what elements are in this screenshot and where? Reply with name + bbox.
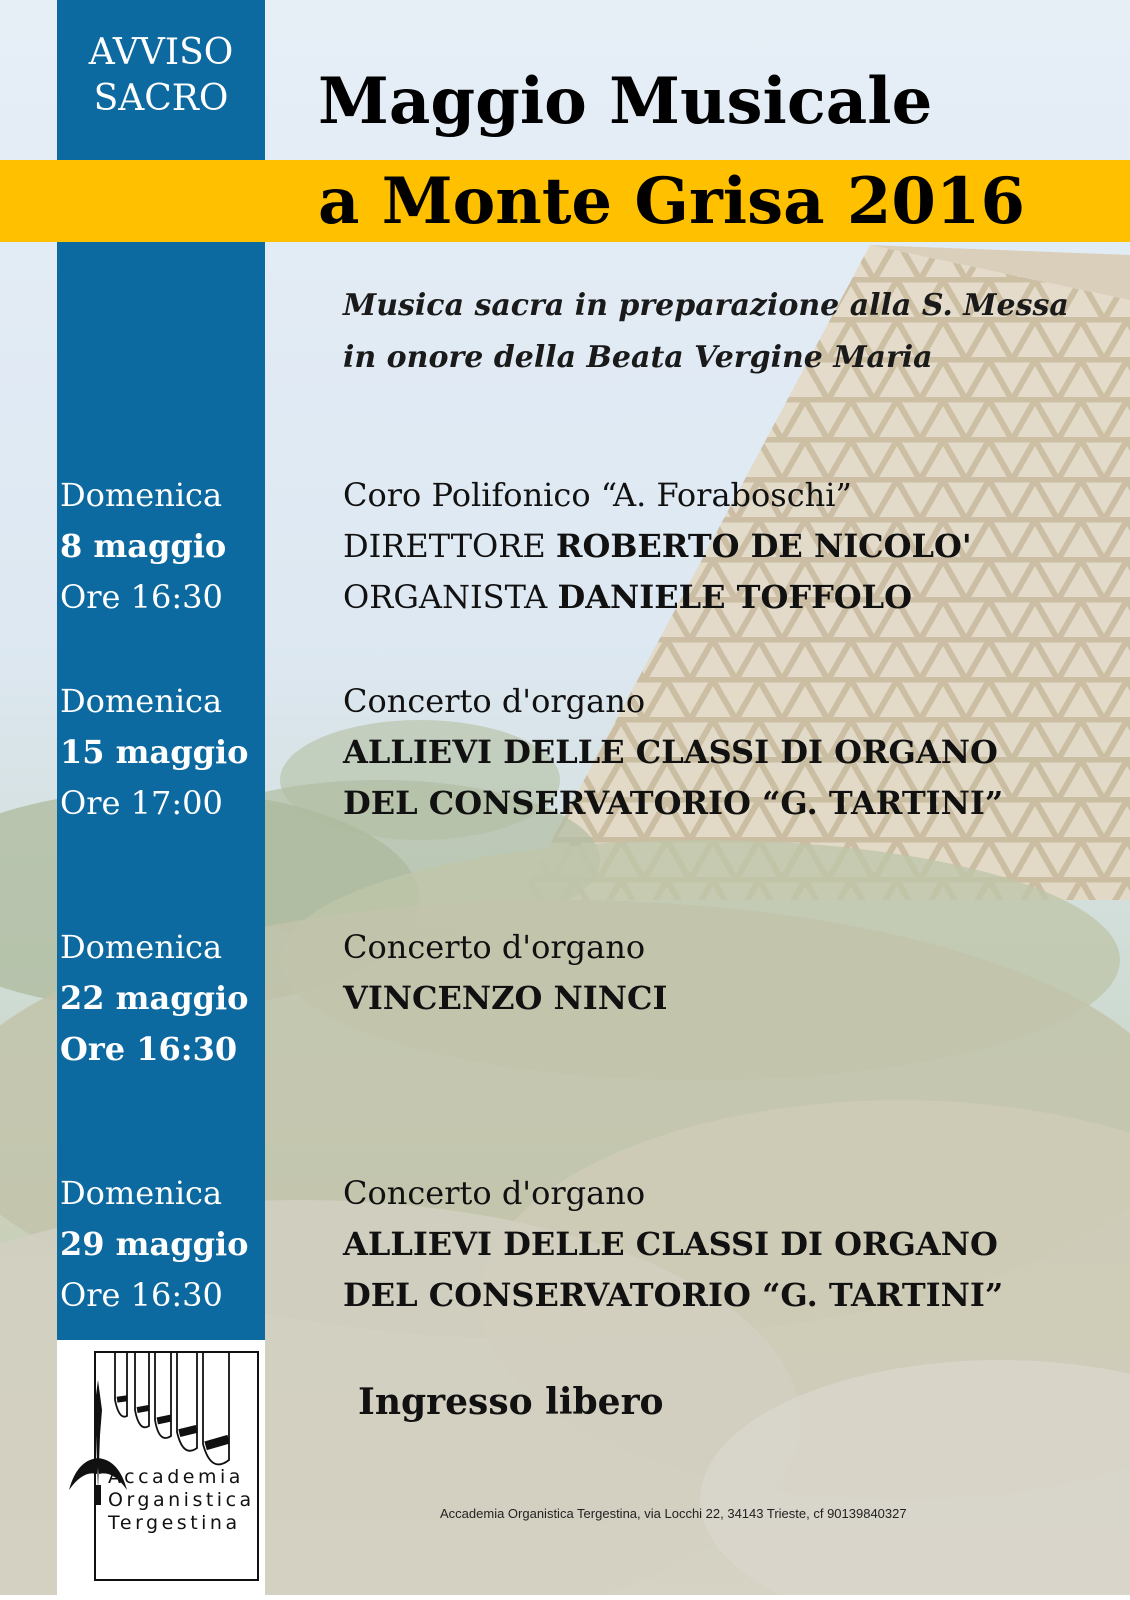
performer-name: DANIELE TOFFOLO	[557, 578, 913, 616]
event-weekday: Domenica	[60, 476, 223, 514]
event-program-line	[343, 572, 972, 623]
event-date: 15 maggio	[60, 733, 249, 771]
event-date-block	[60, 470, 226, 623]
logo-text-line-1: Accademia	[108, 1466, 244, 1488]
event-date: 29 maggio	[60, 1225, 249, 1263]
event-program-line	[343, 521, 972, 572]
event-weekday: Domenica	[60, 682, 223, 720]
badge-line-2: SACRO	[93, 78, 229, 119]
page-title-line-1: Maggio Musicale	[318, 64, 933, 139]
event-program-block	[343, 922, 667, 1024]
admission-note: Ingresso libero	[358, 1381, 664, 1423]
avviso-sacro-badge	[57, 30, 265, 122]
subtitle-line-1: Musica sacra in preparazione alla S. Messa	[343, 288, 1069, 323]
event-date: 8 maggio	[60, 527, 227, 565]
event-program-line: Concerto d'organo	[343, 682, 646, 720]
performer-name: ALLIEVI DELLE CLASSI DI ORGANO	[343, 733, 998, 771]
event-time: Ore 16:30	[60, 1276, 223, 1314]
event-time: Ore 17:00	[60, 784, 223, 822]
page-title-line-2: a Monte Grisa 2016	[318, 164, 1025, 239]
event-date: 22 maggio	[60, 979, 249, 1017]
footer-address: Accademia Organistica Tergestina, via Locchi 22, 34143 Trieste, cf 90139840327	[440, 1506, 907, 1521]
logo-text-line-2: Organistica	[108, 1489, 255, 1511]
event-program-line: Concerto d'organo	[343, 1174, 646, 1212]
performer-name: VINCENZO NINCI	[343, 979, 668, 1017]
subtitle-line-2: in onore della Beata Vergine Maria	[343, 340, 933, 375]
event-weekday: Domenica	[60, 1174, 223, 1212]
event-time: Ore 16:30	[60, 578, 223, 616]
event-program-block	[343, 676, 1003, 829]
badge-line-1: AVVISO	[88, 32, 234, 73]
event-program-line: Concerto d'organo	[343, 928, 646, 966]
subtitle	[343, 280, 1069, 384]
event-weekday: Domenica	[60, 928, 223, 966]
event-program-line: Coro Polifonico “A. Foraboschi”	[343, 476, 852, 514]
performer-name: ROBERTO DE NICOLO'	[555, 527, 972, 565]
role-label: ORGANISTA	[343, 578, 558, 616]
role-label: DIRETTORE	[343, 527, 556, 565]
event-program-block	[343, 1168, 1003, 1321]
performer-name: DEL CONSERVATORIO “G. TARTINI”	[343, 784, 1004, 822]
event-time: Ore 16:30	[60, 1030, 238, 1068]
event-date-block	[60, 922, 249, 1075]
logo-text-line-3: Tergestina	[108, 1512, 241, 1534]
event-date-block	[60, 1168, 249, 1321]
event-program-block	[343, 470, 972, 623]
performer-name: DEL CONSERVATORIO “G. TARTINI”	[343, 1276, 1004, 1314]
event-date-block	[60, 676, 249, 829]
performer-name: ALLIEVI DELLE CLASSI DI ORGANO	[343, 1225, 998, 1263]
